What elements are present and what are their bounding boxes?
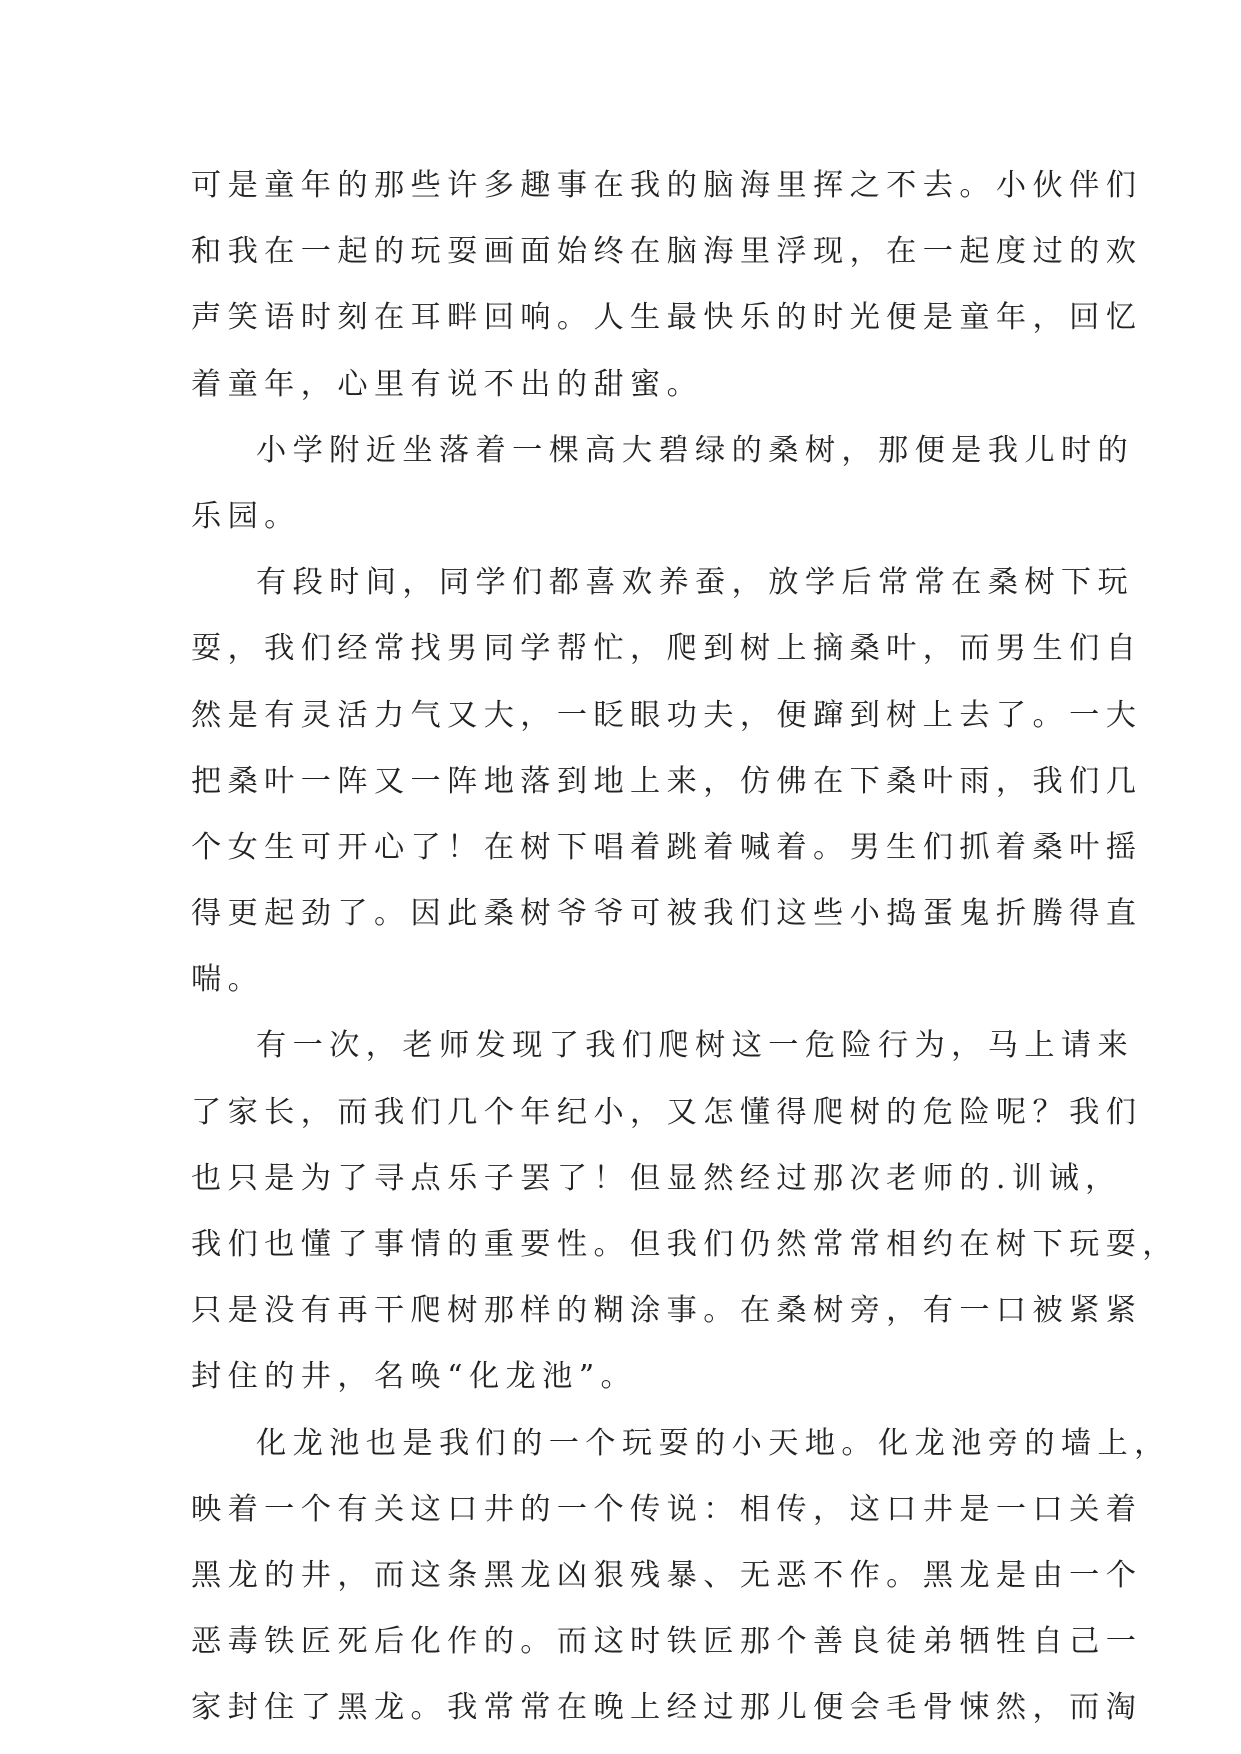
text-line: 恶毒铁匠死后化作的。而这时铁匠那个善良徒弟牺牲自己一 bbox=[191, 1624, 1143, 1660]
text-line: 只是没有再干爬树那样的糊涂事。在桑树旁，有一口被紧紧 bbox=[191, 1293, 1143, 1329]
text-line: 有段时间，同学们都喜欢养蚕，放学后常常在桑树下玩 bbox=[256, 565, 1135, 601]
text-line: 得更起劲了。因此桑树爷爷可被我们这些小捣蛋鬼折腾得直 bbox=[191, 896, 1143, 932]
text-line: 化龙池也是我们的一个玩耍的小天地。化龙池旁的墙上， bbox=[256, 1425, 1171, 1461]
text-line: 着童年，心里有说不出的甜蜜。 bbox=[191, 366, 704, 402]
text-line: 有一次，老师发现了我们爬树这一危险行为，马上请来 bbox=[256, 1028, 1135, 1064]
text-line: 然是有灵活力气又大，一眨眼功夫，便蹿到树上去了。一大 bbox=[191, 697, 1143, 733]
paragraph-2 bbox=[191, 418, 1135, 550]
paragraph-5 bbox=[191, 1411, 1171, 1742]
text-line: 也只是为了寻点乐子罢了！但显然经过那次老师的.训诫， bbox=[191, 1160, 1122, 1196]
text-line: 映着一个有关这口井的一个传说：相传，这口井是一口关着 bbox=[191, 1491, 1143, 1527]
paragraph-4 bbox=[191, 1013, 1179, 1410]
text-line: 和我在一起的玩耍画面始终在脑海里浮现，在一起度过的欢 bbox=[191, 234, 1143, 270]
text-line: 可是童年的那些许多趣事在我的脑海里挥之不去。小伙伴们 bbox=[191, 168, 1143, 203]
paragraph-3 bbox=[191, 550, 1143, 1013]
text-line: 乐园。 bbox=[191, 498, 301, 534]
text-line: 了家长，而我们几个年纪小，又怎懂得爬树的危险呢？我们 bbox=[191, 1094, 1143, 1130]
text-line: 家封住了黑龙。我常常在晚上经过那儿便会毛骨悚然，而淘 bbox=[191, 1690, 1143, 1726]
text-line: 喘。 bbox=[191, 962, 265, 998]
text-line: 黑龙的井，而这条黑龙凶狠残暴、无恶不作。黑龙是由一个 bbox=[191, 1557, 1143, 1593]
text-line: 把桑叶一阵又一阵地落到地上来，仿佛在下桑叶雨，我们几 bbox=[191, 763, 1143, 799]
paragraph-1 bbox=[191, 153, 1143, 418]
text-line: 小学附近坐落着一棵高大碧绿的桑树，那便是我儿时的 bbox=[256, 432, 1135, 468]
text-line: 声笑语时刻在耳畔回响。人生最快乐的时光便是童年，回忆 bbox=[191, 300, 1143, 336]
document-page bbox=[191, 153, 1179, 1742]
text-line: 耍，我们经常找男同学帮忙，爬到树上摘桑叶，而男生们自 bbox=[191, 631, 1143, 667]
text-line: 我们也懂了事情的重要性。但我们仍然常常相约在树下玩耍， bbox=[191, 1227, 1179, 1262]
text-line: 个女生可开心了！在树下唱着跳着喊着。男生们抓着桑叶摇 bbox=[191, 829, 1143, 865]
text-line: 封住的井，名唤“化龙池”。 bbox=[191, 1359, 638, 1395]
